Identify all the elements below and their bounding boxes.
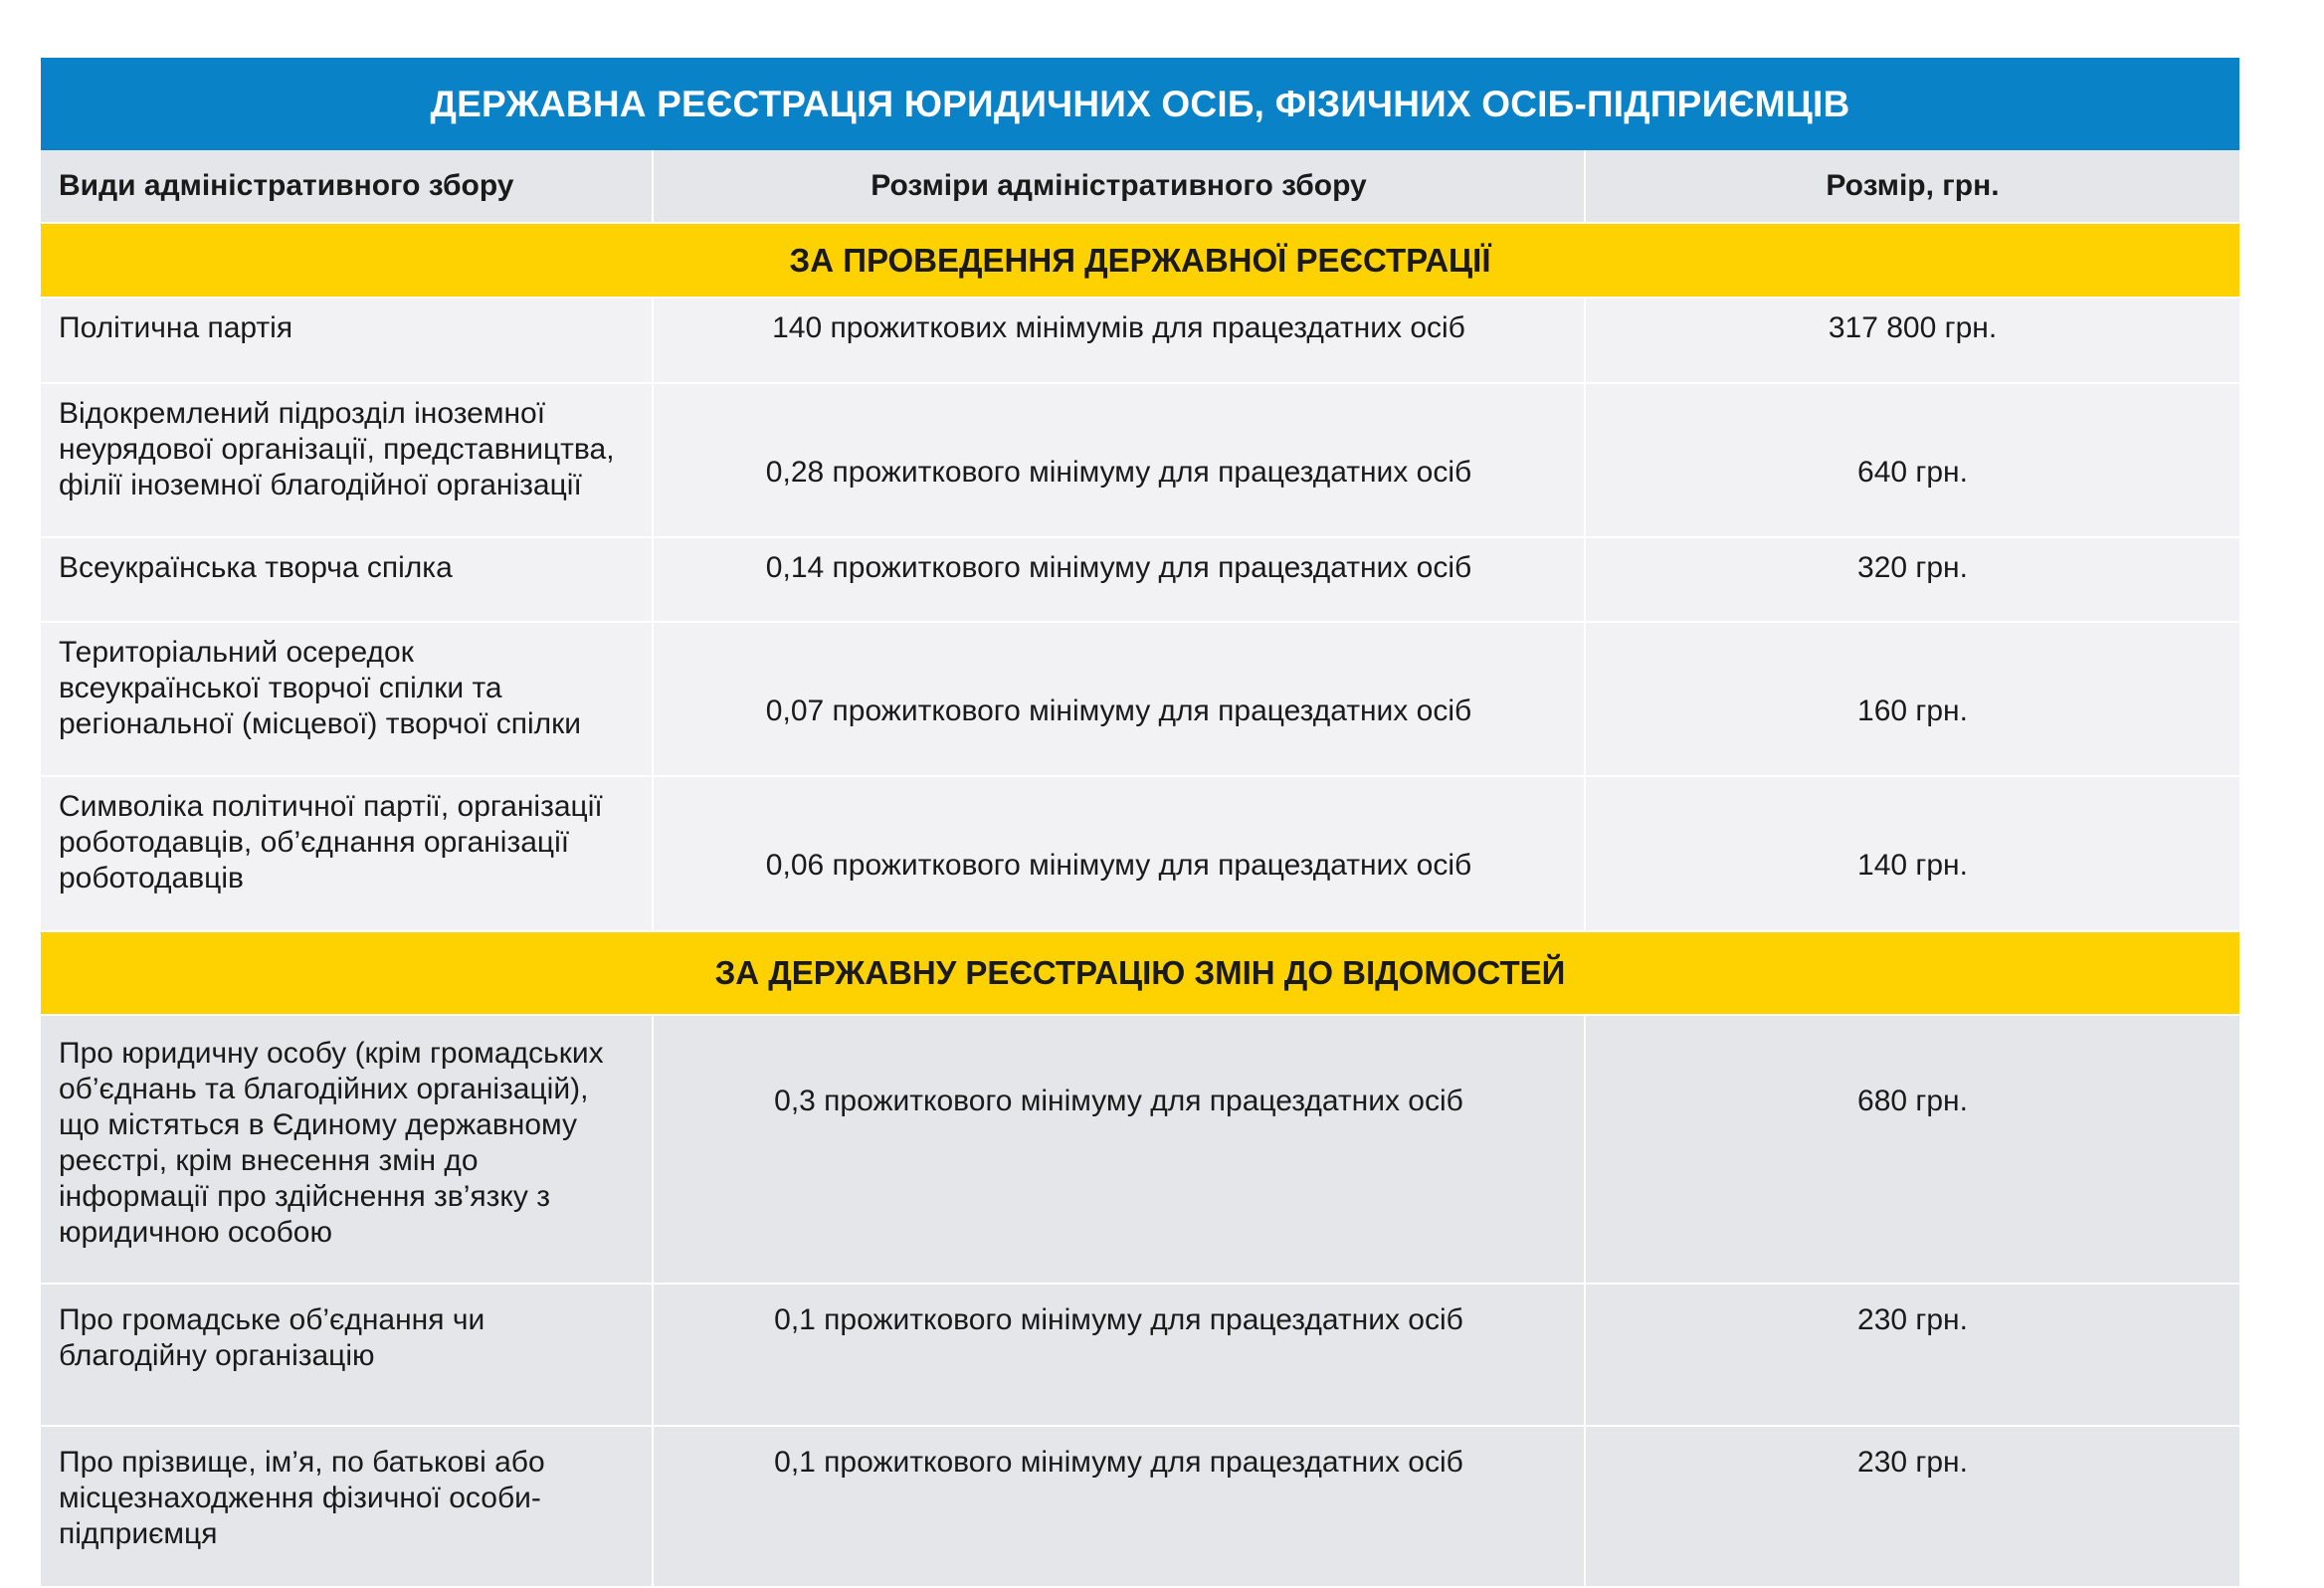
fee-type: Про юридичну особу (крім громадських об’єднань та благодійних організацій), що містяться в Єдиному державному реєстрі, крім внесення змін до інформації про здійснення зв’язку з юридичною особою	[59, 1037, 604, 1249]
table-row	[41, 383, 2239, 537]
table-row	[41, 622, 2239, 776]
page-title: ДЕРЖАВНА РЕЄСТРАЦІЯ ЮРИДИЧНИХ ОСІБ, ФІЗИЧНИХ ОСІБ-ПІДПРИЄМЦІВ	[41, 58, 2239, 150]
fee-amount: 640 грн.	[1857, 456, 1968, 489]
fee-amount: 140 грн.	[1857, 849, 1968, 882]
column-header-type: Види адміністративного збору	[41, 150, 653, 223]
fee-type: Про громадське об’єднання чи благодійну організацію	[59, 1303, 485, 1372]
fee-size: 0,07 прожиткового мінімуму для працездатних осіб	[765, 695, 1472, 727]
section-title: ЗА ПРОВЕДЕННЯ ДЕРЖАВНОЇ РЕЄСТРАЦІЇ	[41, 223, 2239, 298]
fee-amount: 317 800 грн.	[1828, 311, 1998, 344]
table-row	[41, 298, 2239, 383]
section-header-registration	[41, 223, 2239, 298]
table-row	[41, 537, 2239, 622]
table-header-row	[41, 150, 2239, 223]
fee-size: 0,06 прожиткового мінімуму для працездатних осіб	[765, 849, 1472, 882]
table-row	[41, 1284, 2239, 1426]
fee-type: Територіальний осередок всеукраїнської творчої спілки та регіональної (місцевої) творчої спілки	[59, 636, 582, 740]
fee-type: Відокремлений підрозділ іноземної неурядової організації, представництва, філії іноземної благодійної організації	[59, 397, 615, 501]
fee-amount: 680 грн.	[1857, 1085, 1968, 1117]
column-header-size: Розміри адміністративного збору	[653, 150, 1585, 223]
fee-size: 0,28 прожиткового мінімуму для працездатних осіб	[765, 456, 1472, 489]
fee-size: 0,14 прожиткового мінімуму для працездатних осіб	[765, 551, 1472, 584]
fee-amount: 230 грн.	[1857, 1446, 1968, 1479]
fee-amount: 160 грн.	[1857, 695, 1968, 727]
fee-size: 0,3 прожиткового мінімуму для працездатних осіб	[774, 1085, 1463, 1117]
section-title: ЗА ДЕРЖАВНУ РЕЄСТРАЦІЮ ЗМІН ДО ВІДОМОСТЕЙ	[41, 931, 2239, 1015]
fee-size: 0,1 прожиткового мінімуму для працездатних осіб	[774, 1446, 1463, 1479]
fee-type: Політична партія	[59, 311, 293, 344]
fee-size: 140 прожиткових мінімумів для працездатних осіб	[772, 311, 1465, 344]
fee-document	[41, 58, 2239, 1588]
column-header-amount: Розмір, грн.	[1585, 150, 2239, 223]
fee-type: Всеукраїнська творча спілка	[59, 551, 453, 584]
table-row	[41, 1426, 2239, 1587]
fee-size: 0,1 прожиткового мінімуму для працездатних осіб	[774, 1303, 1463, 1336]
table-row	[41, 1015, 2239, 1284]
section-header-changes	[41, 931, 2239, 1015]
fee-type: Про прізвище, ім’я, по батькові або місцезнаходження фізичної особи- підприємця	[59, 1446, 545, 1550]
fee-table	[41, 150, 2239, 1588]
fee-type: Символіка політичної партії, організації роботодавців, об’єднання організації роботодавців	[59, 790, 603, 894]
fee-amount: 230 грн.	[1857, 1303, 1968, 1336]
table-row	[41, 776, 2239, 931]
fee-amount: 320 грн.	[1857, 551, 1968, 584]
